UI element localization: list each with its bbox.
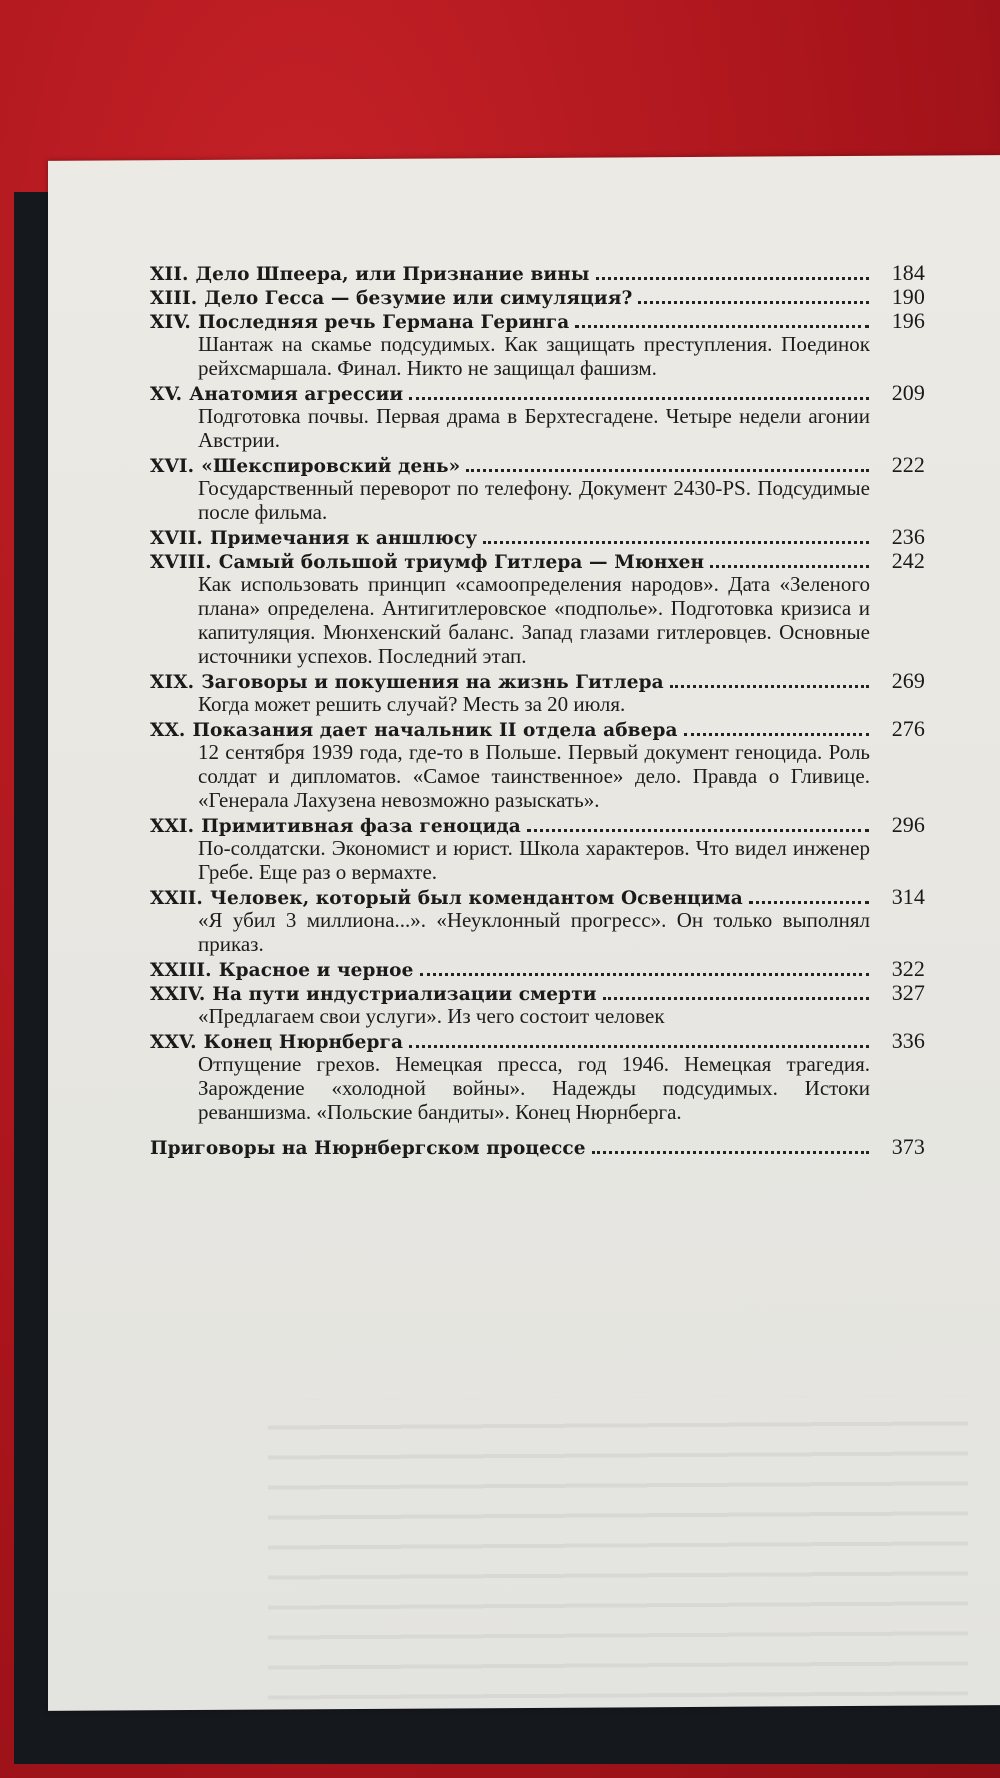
chapter-title: Дело Шпеера, или Признание вины <box>195 264 590 285</box>
dot-leader <box>420 959 870 976</box>
chapter-number: XIII. <box>150 288 198 309</box>
dot-leader <box>596 263 869 280</box>
toc-entry-final <box>150 1134 925 1158</box>
chapter-number: XXIII. <box>150 960 212 981</box>
chapter-summary: Государственный переворот по телефону. Документ 2430-PS. Подсудимые после фильма. <box>198 476 870 524</box>
page-number: 276 <box>891 716 925 741</box>
toc-entry <box>150 260 925 284</box>
chapter-title: Дело Гесса — безумие или симуляция? <box>204 288 633 309</box>
chapter-number: XIV. <box>150 312 191 333</box>
chapter-number: XV. <box>150 384 183 405</box>
chapter-number: XXII. <box>150 888 203 909</box>
chapter-number: XXI. <box>150 816 195 837</box>
toc-entry <box>150 956 925 980</box>
chapter-title: Человек, который был комендантом Освенцима <box>209 888 743 909</box>
chapter-summary: Шантаж на скамье подсудимых. Как защищать преступления. Поединок рейхсмаршала. Финал. Никто не защищал фашизм. <box>198 332 870 380</box>
dot-leader <box>466 455 869 472</box>
chapter-number: XIX. <box>150 672 195 693</box>
page-number: 322 <box>891 956 925 981</box>
dot-leader <box>670 671 869 688</box>
toc-entry <box>150 668 925 716</box>
chapter-number: XVI. <box>150 456 195 477</box>
chapter-number: XVIII. <box>150 552 212 573</box>
chapter-summary: «Я убил 3 миллиона...». «Неуклонный прогресс». Он только выполнял приказ. <box>198 908 870 956</box>
dot-leader <box>603 983 869 1000</box>
dot-leader <box>575 311 869 328</box>
toc-entry <box>150 980 925 1028</box>
chapter-summary: Отпущение грехов. Немецкая пресса, год 1946. Немецкая трагедия. Зарождение «холодной войны». Надежды подсудимых. Истоки реваншизма. «Польские бандиты». Конец Нюрнберга. <box>198 1052 870 1124</box>
chapter-number: XX. <box>150 720 186 741</box>
dot-leader <box>749 887 869 904</box>
chapter-title: Показания дает начальник II отдела абвера <box>192 720 678 741</box>
toc-entry <box>150 284 925 308</box>
chapter-summary: «Предлагаем свои услуги». Из чего состоит человек <box>198 1004 665 1028</box>
chapter-summary: По-солдатски. Экономист и юрист. Школа характеров. Что видел инженер Гребе. Еще раз о вермахте. <box>198 836 870 884</box>
chapter-summary: Когда может решить случай? Месть за 20 июля. <box>198 692 626 716</box>
toc-entry <box>150 1028 925 1124</box>
chapter-title: Анатомия агрессии <box>189 384 404 405</box>
page-number: 336 <box>891 1028 925 1053</box>
chapter-summary: Подготовка почвы. Первая драма в Берхтесгадене. Четыре недели агонии Австрии. <box>198 404 870 452</box>
page-number: 184 <box>891 260 925 285</box>
final-section-title: Приговоры на Нюрнбергском процессе <box>150 1138 586 1159</box>
table-of-contents <box>150 260 925 1158</box>
dot-leader <box>409 1031 869 1048</box>
page-number: 242 <box>891 548 925 573</box>
toc-entry <box>150 548 925 668</box>
page-number: 314 <box>891 884 925 909</box>
chapter-title: Конец Нюрнберга <box>203 1032 404 1053</box>
toc-entry <box>150 716 925 812</box>
page-number: 222 <box>891 452 925 477</box>
chapter-summary: Как использовать принцип «самоопределения народов». Дата «Зеленого плана» определена. Антигитлеровское «подполье». Подготовка кризиса и капитуляция. Мюнхенский баланс. Запад глазами гитлеровцев. Основные источники успехов. Последний этап. <box>198 572 870 668</box>
page-number: 236 <box>891 524 925 549</box>
chapter-title: «Шекспировский день» <box>201 456 461 477</box>
chapter-title: Примитивная фаза геноцида <box>201 816 521 837</box>
dot-leader <box>483 527 869 544</box>
chapter-title: Красное и черное <box>218 960 414 981</box>
chapter-number: XVII. <box>150 528 203 549</box>
page-number: 196 <box>891 308 925 333</box>
dot-leader <box>592 1137 869 1154</box>
chapter-summary: 12 сентября 1939 года, где-то в Польше. Первый документ геноцида. Роль солдат и дипломатов. «Самое таинственное» дело. Правда о Гливице. «Генерала Лахузена невозможно разыскать». <box>198 740 870 812</box>
dot-leader <box>527 815 869 832</box>
bleed-through-text <box>268 1395 968 1699</box>
chapter-title: На пути индустриализации смерти <box>212 984 597 1005</box>
chapter-number: XII. <box>150 264 189 285</box>
toc-entry <box>150 380 925 452</box>
toc-entry <box>150 452 925 524</box>
chapter-number: XXV. <box>150 1032 197 1053</box>
dot-leader <box>409 383 869 400</box>
chapter-number: XXIV. <box>150 984 206 1005</box>
dot-leader <box>684 719 869 736</box>
dot-leader <box>638 287 869 304</box>
toc-entry <box>150 884 925 956</box>
page-number: 190 <box>891 284 925 309</box>
chapter-title: Последняя речь Германа Геринга <box>197 312 570 333</box>
chapter-title: Примечания к аншлюсу <box>209 528 478 549</box>
chapter-title: Заговоры и покушения на жизнь Гитлера <box>201 672 664 693</box>
dot-leader <box>710 551 869 568</box>
toc-entry <box>150 308 925 380</box>
page-number: 269 <box>891 668 925 693</box>
chapter-title: Самый большой триумф Гитлера — Мюнхен <box>218 552 705 573</box>
page-number: 327 <box>891 980 925 1005</box>
page-number: 373 <box>891 1134 925 1159</box>
toc-entry <box>150 812 925 884</box>
page-number: 296 <box>891 812 925 837</box>
page-number: 209 <box>891 380 925 405</box>
toc-entry <box>150 524 925 548</box>
